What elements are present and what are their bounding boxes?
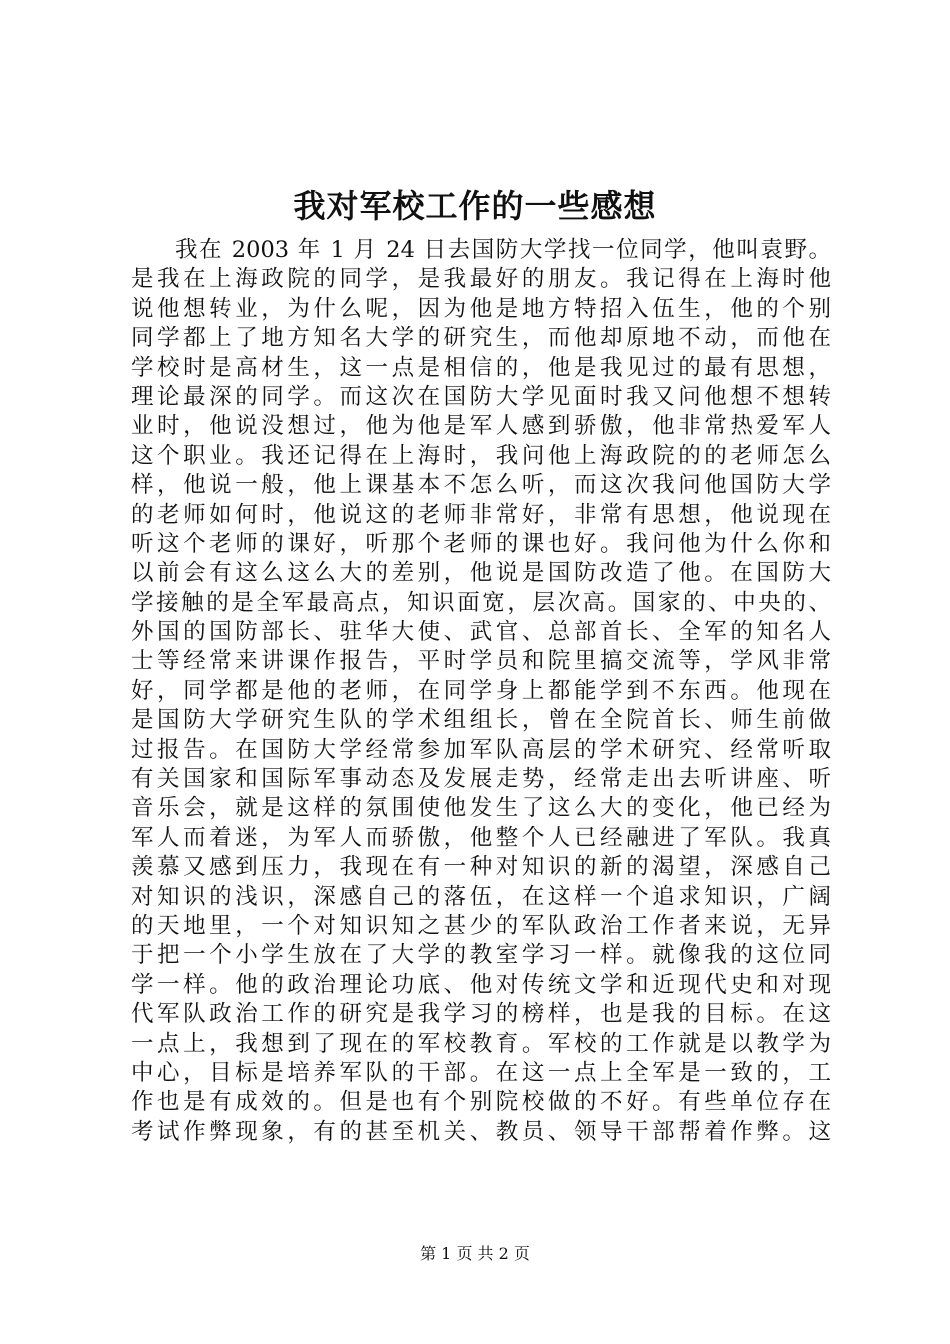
text-line: 说他想转业，为什么呢，因为他是地方特招入伍生，他的个别 xyxy=(131,295,831,322)
text-line: 作也是有成效的。但是也有个别院校做的不好。有些单位存在 xyxy=(131,1089,831,1116)
text-line: 样，他说一般，他上课基本不怎么听，而这次我问他国防大学 xyxy=(131,472,831,499)
document-body xyxy=(131,236,831,1147)
document-title: 我对军校工作的一些感想 xyxy=(293,187,657,225)
text-line: 考试作弊现象，有的甚至机关、教员、领导干部帮着作弊。这 xyxy=(131,1118,831,1145)
text-line: 一点上，我想到了现在的军校教育。军校的工作就是以教学为 xyxy=(131,1030,831,1057)
text-line: 军人而着迷，为军人而骄傲，他整个人已经融进了军队。我真 xyxy=(131,824,831,851)
text-line: 业时，他说没想过，他为他是军人感到骄傲，他非常热爱军人 xyxy=(131,413,831,440)
text-line: 士等经常来讲课作报告，平时学员和院里搞交流等，学风非常 xyxy=(131,648,831,675)
text-line: 于把一个小学生放在了大学的教室学习一样。就像我的这位同 xyxy=(131,942,831,969)
text-line: 中心，目标是培养军队的干部。在这一点上全军是一致的，工 xyxy=(131,1059,831,1086)
text-line: 同学都上了地方知名大学的研究生，而他却原地不动，而他在 xyxy=(131,325,831,352)
text-line: 这个职业。我还记得在上海时，我问他上海政院的的老师怎么 xyxy=(131,442,831,469)
text-line: 外国的国防部长、驻华大使、武官、总部首长、全军的知名人 xyxy=(131,619,831,646)
text-line: 的天地里，一个对知识知之甚少的军队政治工作者来说，无异 xyxy=(131,912,831,939)
text-line: 音乐会，就是这样的氛围使他发生了这么大的变化，他已经为 xyxy=(131,795,831,822)
text-line: 理论最深的同学。而这次在国防大学见面时我又问他想不想转 xyxy=(131,383,831,410)
text-line: 羡慕又感到压力，我现在有一种对知识的新的渴望，深感自己 xyxy=(131,854,831,881)
text-line: 以前会有这么这么大的差别，他说是国防改造了他。在国防大 xyxy=(131,560,831,587)
page-footer: 第 1 页 共 2 页 xyxy=(420,1244,530,1263)
text-line: 过报告。在国防大学经常参加军队高层的学术研究、经常听取 xyxy=(131,736,831,763)
text-line: 有关国家和国际军事动态及发展走势，经常走出去听讲座、听 xyxy=(131,766,831,793)
text-line: 听这个老师的课好，听那个老师的课也好。我问他为什么你和 xyxy=(131,530,831,557)
text-line: 对知识的浅识，深感自己的落伍，在这样一个追求知识，广阔 xyxy=(131,883,831,910)
text-line: 好，同学都是他的老师，在同学身上都能学到不东西。他现在 xyxy=(131,677,831,704)
text-line: 代军队政治工作的研究是我学习的榜样，也是我的目标。在这 xyxy=(131,1001,831,1028)
text-line: 学校时是高材生，这一点是相信的，他是我见过的最有思想， xyxy=(131,354,831,381)
text-line: 是国防大学研究生队的学术组组长，曾在全院首长、师生前做 xyxy=(131,707,831,734)
text-line: 是我在上海政院的同学，是我最好的朋友。我记得在上海时他 xyxy=(131,266,831,293)
text-line: 我在 2003 年 1 月 24 日去国防大学找一位同学，他叫袁野。 xyxy=(175,237,831,263)
text-line: 学接触的是全军最高点，知识面宽，层次高。国家的、中央的、 xyxy=(131,589,831,616)
text-line: 学一样。他的政治理论功底、他对传统文学和近现代史和对现 xyxy=(131,971,831,998)
text-line: 的老师如何时，他说这的老师非常好，非常有思想，他说现在 xyxy=(131,501,831,528)
